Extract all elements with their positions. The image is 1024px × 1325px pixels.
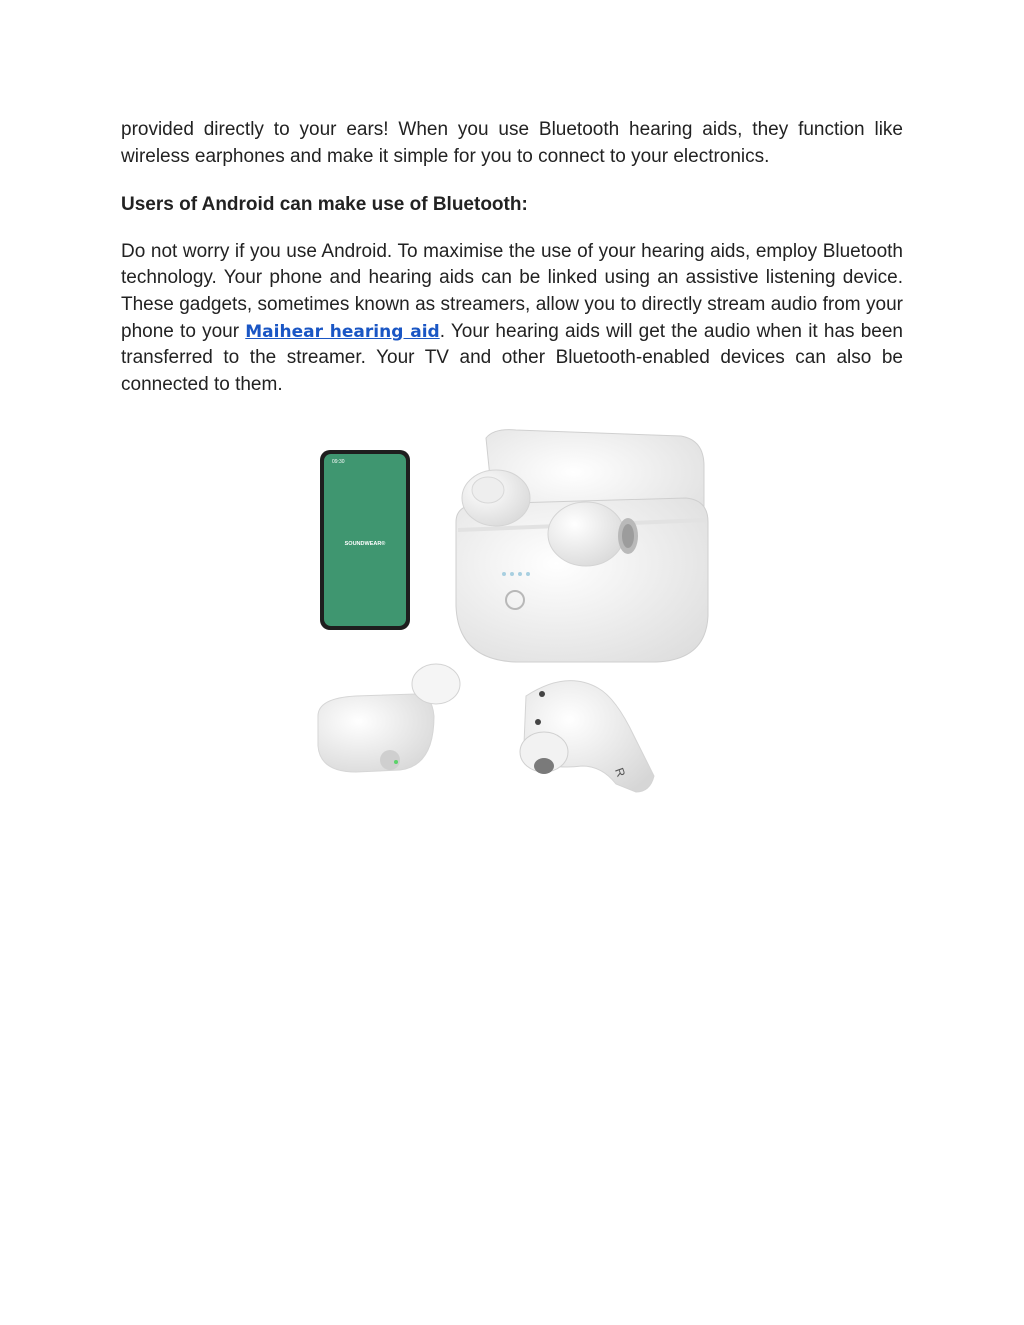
document-body: [121, 117, 903, 398]
paragraph-android-text-2: . Your hearing aids will get the audio when it has been transferred to the streamer. Your TV and other Bluetooth-enabled devices can also be connected to them.: [121, 320, 903, 395]
led-dot-2: [510, 572, 514, 576]
phone-time: 09:30: [332, 459, 345, 465]
phone-screen: [324, 454, 406, 626]
maihear-hearing-aid-link[interactable]: Maihear hearing aid: [245, 321, 440, 342]
led-dot-4: [526, 572, 530, 576]
right-earbud-image: [520, 681, 654, 792]
left-earbud-image: [318, 664, 460, 772]
led-dot-3: [518, 572, 522, 576]
phone-image: [320, 450, 410, 630]
section-heading: Users of Android can make use of Bluetooth:: [121, 194, 528, 216]
earbuds-illustration: [316, 426, 710, 814]
paragraph-android: [121, 239, 903, 399]
charging-case-image: [456, 430, 708, 662]
paragraph-intro: provided directly to your ears! When you use Bluetooth hearing aids, they function like wireless earphones and make it simple for you to connect to your electronics.: [121, 119, 903, 167]
product-photo: [316, 426, 710, 814]
earbud-r-marking: R: [612, 765, 629, 779]
paragraph-android-text-1: Do not worry if you use Android. To maximise the use of your hearing aids, employ Bluetooth technology. Your phone and hearing aids can be linked using an assistive listening device. These gadgets, sometimes known as streamers, allow you to directly stream audio from your phone to your: [121, 240, 903, 342]
led-dot-1: [502, 572, 506, 576]
phone-brand-label: SOUNDWEAR®: [344, 541, 386, 547]
